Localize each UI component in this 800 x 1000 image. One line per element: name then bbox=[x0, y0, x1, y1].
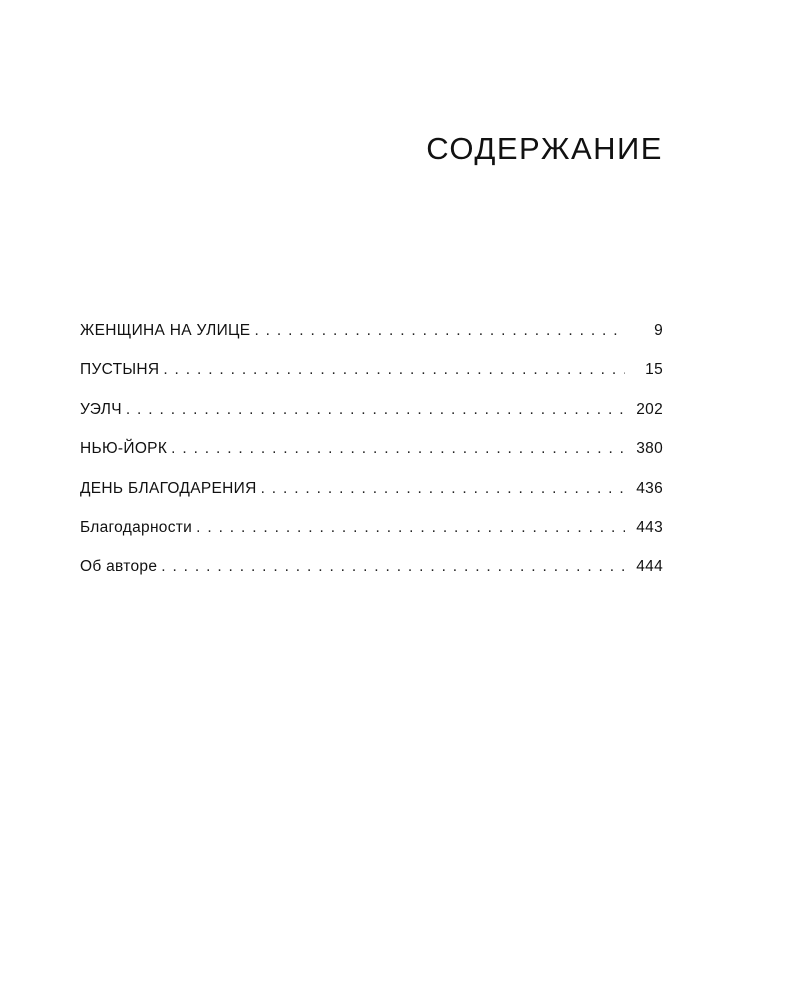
toc-entry-title: НЬЮ-ЙОРК bbox=[80, 440, 168, 458]
toc-entry[interactable] bbox=[80, 440, 663, 479]
toc-entry[interactable] bbox=[80, 480, 663, 519]
dot-leader bbox=[161, 558, 625, 576]
table-of-contents bbox=[80, 322, 663, 598]
toc-entry-page-number: 444 bbox=[636, 558, 663, 576]
toc-entry[interactable] bbox=[80, 519, 663, 558]
dot-leader bbox=[254, 322, 625, 340]
toc-entry-title: ДЕНЬ БЛАГОДАРЕНИЯ bbox=[80, 479, 257, 497]
dot-leader bbox=[126, 401, 625, 419]
toc-entry[interactable] bbox=[80, 558, 663, 597]
toc-entry-page-number: 436 bbox=[636, 479, 663, 497]
toc-entry[interactable] bbox=[80, 401, 663, 440]
dot-leader bbox=[163, 361, 625, 379]
toc-entry-page-number: 443 bbox=[636, 518, 663, 536]
toc-entry-page-number: 9 bbox=[654, 322, 663, 339]
toc-entry-title: Благодарности bbox=[80, 518, 193, 536]
dot-leader bbox=[196, 519, 625, 537]
dot-leader bbox=[261, 480, 625, 498]
dot-leader bbox=[171, 440, 625, 458]
toc-entry-page-number: 202 bbox=[636, 400, 663, 418]
toc-entry-title: Об авторе bbox=[80, 558, 158, 576]
toc-entry[interactable] bbox=[80, 322, 663, 361]
page-title: СОДЕРЖАНИЕ bbox=[426, 131, 663, 166]
toc-entry-title: УЭЛЧ bbox=[80, 400, 122, 418]
toc-entry-page-number: 15 bbox=[645, 361, 663, 379]
toc-entry[interactable] bbox=[80, 361, 663, 400]
toc-entry-page-number: 380 bbox=[636, 440, 663, 458]
toc-entry-title: ПУСТЫНЯ bbox=[80, 361, 160, 379]
toc-entry-title: ЖЕНЩИНА НА УЛИЦЕ bbox=[80, 322, 251, 339]
